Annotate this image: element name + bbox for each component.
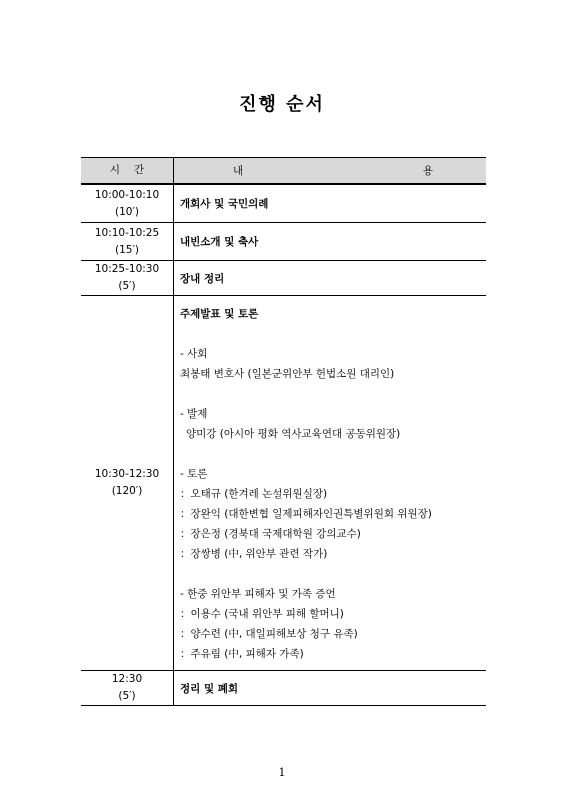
testimony: ：양수련 (中, 대일피해보상 청구 유족): [180, 628, 358, 640]
header-content-label: 내 용: [233, 165, 433, 177]
time-cell: [81, 261, 174, 296]
table-header: [81, 158, 486, 185]
presenter: 양미강 (아시아 평화 역사교육연대 공동위원장): [186, 428, 401, 440]
content-cell: 개회사 및 국민의례: [174, 184, 487, 223]
duration: (15′): [115, 243, 139, 256]
schedule-table: [81, 157, 486, 706]
time-cell: [81, 296, 174, 671]
session-heading: 주제발표 및 토론: [180, 308, 259, 320]
duration: (5′): [118, 690, 136, 702]
duration: (5′): [118, 280, 136, 292]
presenter-label: - 발제: [180, 408, 208, 420]
time-cell: [81, 671, 174, 706]
content-cell: [174, 296, 487, 671]
duration: (10′): [115, 205, 139, 218]
testimony: ：주유림 (中, 피해자 가족): [180, 648, 304, 660]
host-label: - 사회: [180, 348, 208, 360]
session-details: [180, 296, 486, 670]
discussant: ：장완익 (대한변협 일제피해자인권특별위원회 위원장): [180, 508, 432, 520]
table-row: [81, 296, 486, 671]
time-range: 10:25-10:30: [94, 263, 160, 275]
table-row: [81, 671, 486, 706]
time-cell: [81, 184, 174, 223]
page-title: 진행 순서: [239, 94, 325, 115]
content-cell: 내빈소개 및 축사: [174, 223, 487, 261]
header-time: 시간: [81, 158, 174, 185]
time-range: 12:30: [111, 673, 143, 685]
discussant: ：장쌍병 (中, 위안부 관련 작가): [180, 548, 328, 560]
time-range: 10:30-12:30: [94, 468, 160, 480]
time-range: 10:10-10:25: [94, 226, 160, 239]
testimony: ：이용수 (국내 위안부 피해 할머니): [180, 608, 344, 620]
content-cell: 정리 및 폐회: [174, 671, 487, 706]
time-cell: [81, 223, 174, 261]
page-number: 1: [278, 766, 286, 779]
table-row: [81, 223, 486, 261]
discussion-label: - 토론: [180, 468, 208, 480]
time-range: 10:00-10:10: [94, 188, 160, 201]
header-content: [174, 158, 487, 185]
discussant: ：장은정 (경북대 국제대학원 강의교수): [180, 528, 361, 540]
content-cell: 장내 정리: [174, 261, 487, 296]
host: 최봉태 변호사 (일본군위안부 헌법소원 대리인): [180, 368, 395, 380]
table-row: [81, 184, 486, 223]
testimony-label: - 한중 위안부 피해자 및 가족 증언: [180, 588, 336, 600]
table-row: [81, 261, 486, 296]
discussant: ：오태규 (한겨레 논설위원실장): [180, 488, 328, 500]
duration: (120′): [111, 485, 143, 497]
